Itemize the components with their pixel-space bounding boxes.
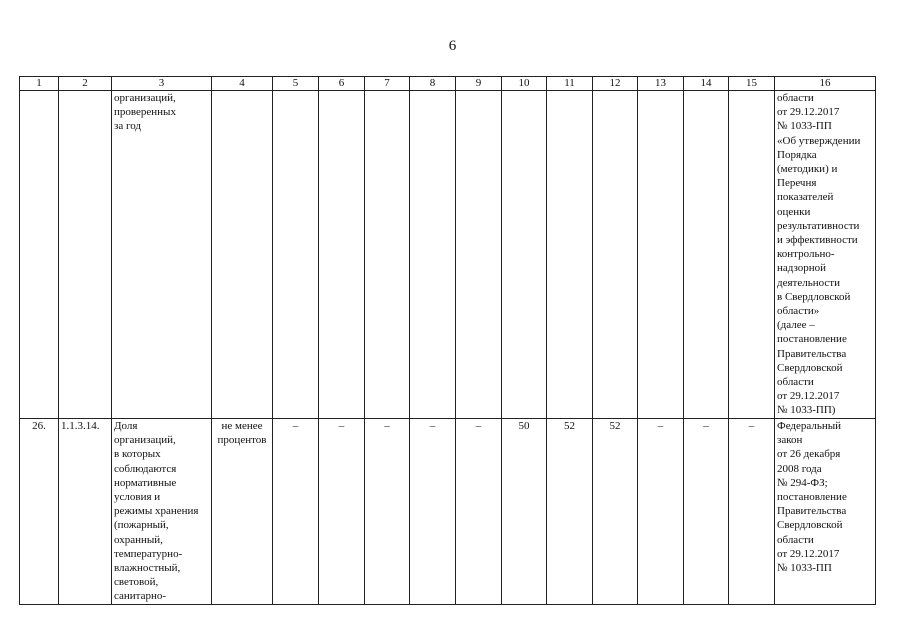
column-number-header-row	[20, 77, 876, 91]
page-number: 6	[448, 38, 457, 54]
table-row-continuation	[20, 91, 876, 419]
column-header: 6	[319, 77, 365, 91]
indicator-name-cell: организаций, проверенных за год	[112, 91, 212, 419]
column-header: 8	[410, 77, 456, 91]
value-cell	[365, 91, 410, 419]
column-header: 11	[547, 77, 593, 91]
indicators-table	[19, 76, 876, 605]
value-cell: –	[273, 419, 319, 605]
value-cell: –	[684, 419, 729, 605]
column-header: 14	[684, 77, 729, 91]
indicator-name-cell: Доля организаций, в которых соблюдаются нормативные условия и режимы хранения (пожарный, охранный, температурно- влажностный, световой, санитарно-	[112, 419, 212, 605]
value-cell	[593, 91, 638, 419]
row-number-cell: 26.	[20, 419, 59, 605]
value-cell: –	[456, 419, 502, 605]
column-header: 7	[365, 77, 410, 91]
column-header: 9	[456, 77, 502, 91]
column-header: 12	[593, 77, 638, 91]
value-cell: 52	[593, 419, 638, 605]
unit-cell: не менее процентов	[212, 419, 273, 605]
value-cell: –	[319, 419, 365, 605]
column-header: 15	[729, 77, 775, 91]
table-row-26	[20, 419, 876, 605]
column-header: 4	[212, 77, 273, 91]
column-header: 3	[112, 77, 212, 91]
column-header: 10	[502, 77, 547, 91]
value-cell: 50	[502, 419, 547, 605]
value-cell: –	[410, 419, 456, 605]
value-cell	[410, 91, 456, 419]
value-cell	[502, 91, 547, 419]
value-cell	[638, 91, 684, 419]
value-cell: –	[365, 419, 410, 605]
column-header: 5	[273, 77, 319, 91]
value-cell: 52	[547, 419, 593, 605]
row-number-cell	[20, 91, 59, 419]
column-header: 13	[638, 77, 684, 91]
value-cell	[547, 91, 593, 419]
source-document-cell: Федеральный закон от 26 декабря 2008 года № 294-ФЗ; постановление Правительства Свердловской области от 29.12.2017 № 1033-ПП	[775, 419, 876, 605]
value-cell	[319, 91, 365, 419]
value-cell: –	[729, 419, 775, 605]
column-header: 16	[775, 77, 876, 91]
unit-cell	[212, 91, 273, 419]
source-document-cell: области от 29.12.2017 № 1033-ПП «Об утверждении Порядка (методики) и Перечня показателей оценки результативности и эффективности контрольно- надзорной деятельности в Свердловской области» (далее – постановление Правительства Свердловской области от 29.12.2017 № 1033-ПП)	[775, 91, 876, 419]
value-cell	[456, 91, 502, 419]
value-cell	[684, 91, 729, 419]
indicator-code-cell: 1.1.3.14.	[59, 419, 112, 605]
indicator-code-cell	[59, 91, 112, 419]
value-cell	[273, 91, 319, 419]
value-cell: –	[638, 419, 684, 605]
column-header: 2	[59, 77, 112, 91]
value-cell	[729, 91, 775, 419]
column-header: 1	[20, 77, 59, 91]
